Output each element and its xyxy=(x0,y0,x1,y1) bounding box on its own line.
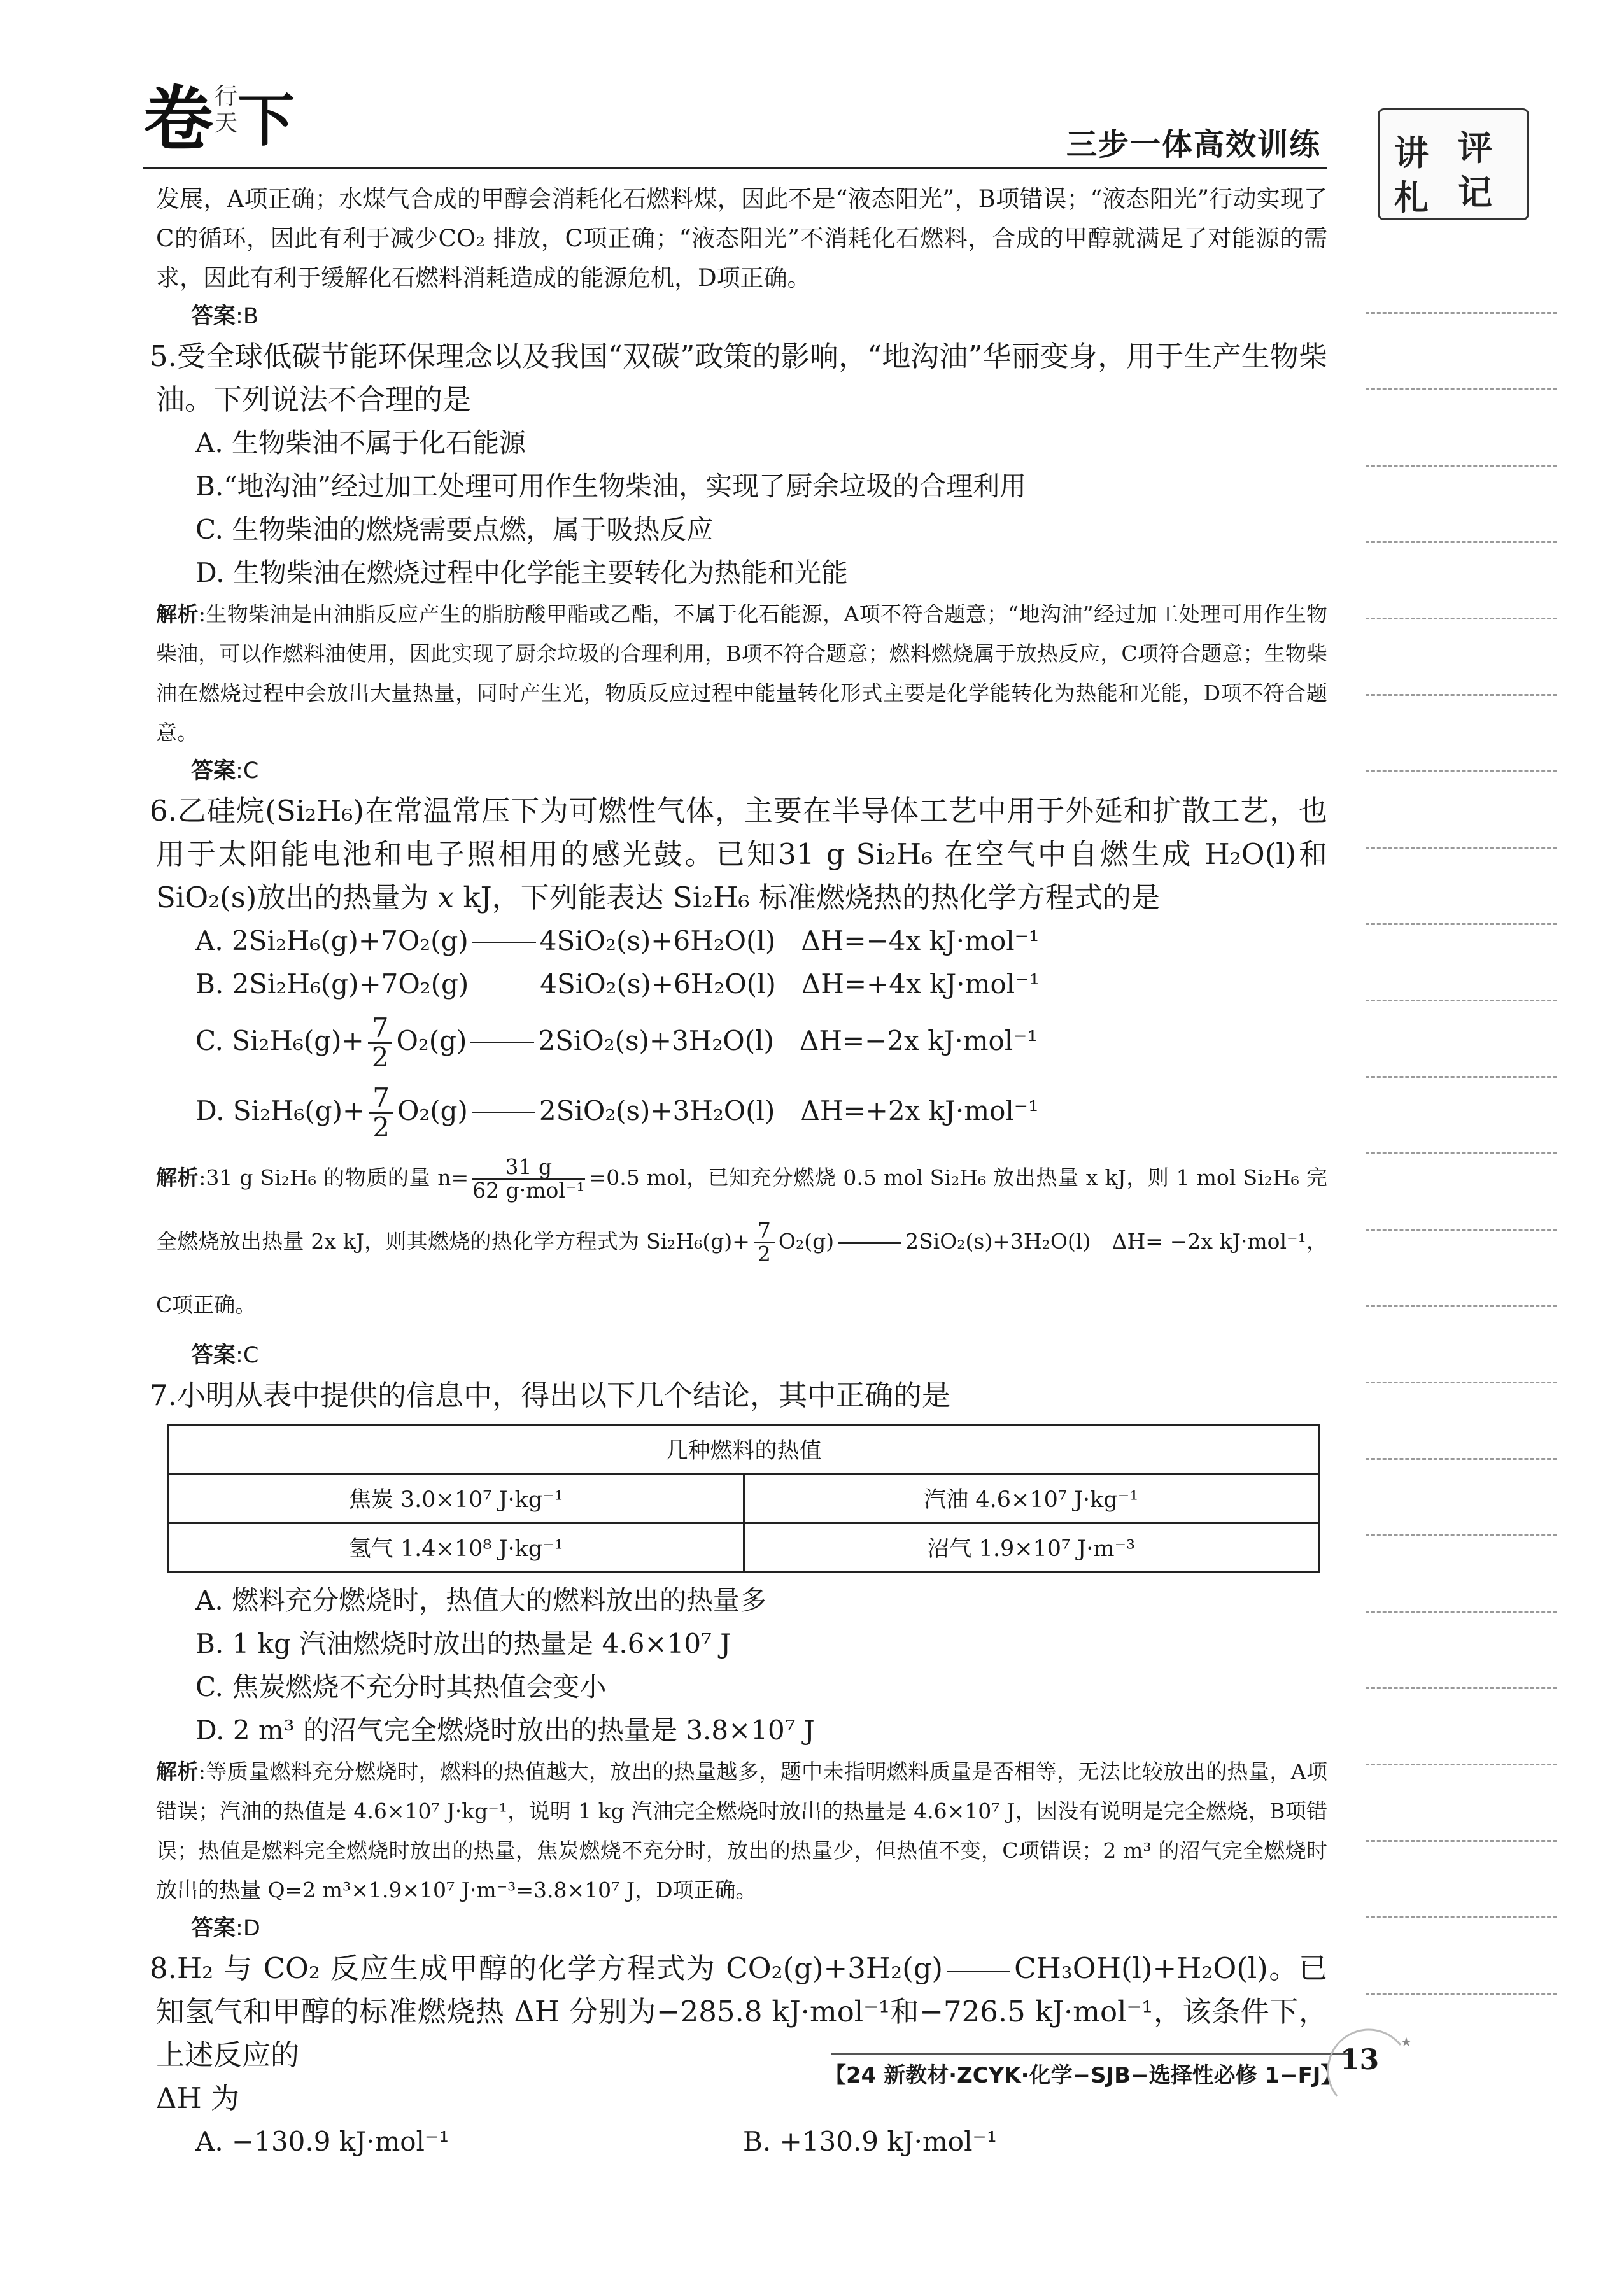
analysis-text-5: 2SiO₂(s)+3H₂O(l) ΔH= xyxy=(905,1229,1163,1254)
reactants: D. Si₂H₆(g)+ xyxy=(195,1095,365,1126)
question-text: 受全球低碳节能环保理念以及我国“双碳”政策的影响，“地沟油”华丽变身，用于生产生物柴油。下列说法不合理的是 xyxy=(156,339,1327,416)
question-7-stem xyxy=(150,1374,1327,1417)
table-cell: 汽油 4.6×10⁷ J·kg⁻¹ xyxy=(744,1474,1319,1523)
notes-char-1: 讲 xyxy=(1394,132,1429,173)
fraction-numerator: 7 xyxy=(754,1220,775,1243)
q8-option-b: B. +130.9 kJ·mol⁻¹ xyxy=(743,2126,998,2157)
notes-char-2: 评 xyxy=(1458,127,1492,168)
q6-option-d xyxy=(156,1076,1327,1146)
fraction-denominator: 2 xyxy=(372,1112,390,1143)
notes-line xyxy=(1366,1764,1557,1765)
q6-answer: 答案:C xyxy=(191,1343,259,1368)
notes-line xyxy=(1366,1305,1557,1307)
notes-badge xyxy=(1369,102,1534,229)
reactants: A. 2Si₂H₆(g)+7O₂(g) xyxy=(195,925,469,956)
reactants: B. 2Si₂H₆(g)+7O₂(g) xyxy=(195,968,469,1000)
enthalpy: ΔH=−2x kJ·mol⁻¹ xyxy=(799,1025,1038,1056)
reactants: C. Si₂H₆(g)+ xyxy=(195,1025,364,1056)
notes-line xyxy=(1366,465,1557,467)
answer-label: 答案 xyxy=(191,758,236,784)
q6-option-a xyxy=(156,919,1327,963)
notes-line xyxy=(1366,1229,1557,1231)
answer-value: C xyxy=(243,758,259,784)
question-text-c: ΔH 为 xyxy=(156,2081,240,2115)
notes-line xyxy=(1366,1076,1557,1078)
question-6-stem xyxy=(150,789,1327,919)
analysis-label: 解析 xyxy=(156,1759,199,1784)
products: 4SiO₂(s)+6H₂O(l) xyxy=(539,925,776,956)
equals-sign xyxy=(472,942,536,944)
fraction-denominator: 2 xyxy=(757,1242,771,1266)
fraction-numerator: 31 g xyxy=(472,1156,584,1180)
analysis-text-3: Si₂H₆ 完全燃烧放出热量 2x kJ，则其燃烧的热化学方程式为 Si₂H₆(g)+ xyxy=(156,1165,1327,1254)
q5-answer: 答案:C xyxy=(191,758,259,784)
notes-line xyxy=(1366,923,1557,925)
reactant-o2: O₂(g) xyxy=(397,1095,468,1126)
q5-analysis: 解析:生物柴油是由油脂反应产生的脂肪酸甲酯或乙酯，不属于化石能源，A项不符合题意；“地沟油”经过加工处理可用作生物柴油，可以作燃料油使用，因此实现了厨余垃圾的合理利用，B项不符合题意；燃料燃烧属于放热反应，C项符合题意；生物柴油在燃烧过程中会放出大量热量，同时产生光，物质反应过程中能量转化形式主要是化学能转化为热能和光能，D项不符合题意。 xyxy=(156,602,1327,745)
fraction xyxy=(369,1084,393,1142)
answer-value: B xyxy=(243,304,258,329)
analysis-text-2: =0.5 mol，已知充分燃烧 0.5 mol Si₂H₆ 放出热量 x kJ，则 1 mol xyxy=(588,1165,1236,1190)
page-number: 13 xyxy=(1340,2044,1380,2076)
question-number: 7. xyxy=(150,1378,177,1412)
fraction xyxy=(368,1014,393,1072)
q7-option-a: A. 燃料充分燃烧时，热值大的燃料放出的热量多 xyxy=(195,1585,767,1616)
table-cell: 焦炭 3.0×10⁷ J·kg⁻¹ xyxy=(169,1474,744,1523)
question-number: 5. xyxy=(150,339,177,373)
q7-option-b: B. 1 kg 汽油燃烧时放出的热量是 4.6×10⁷ J xyxy=(195,1628,731,1659)
q7-answer: 答案:D xyxy=(191,1916,260,1941)
enthalpy: ΔH=+2x kJ·mol⁻¹ xyxy=(800,1095,1039,1126)
footer-rule xyxy=(831,2053,1353,2055)
notes-line xyxy=(1366,1611,1557,1613)
answer-label: 答案 xyxy=(191,304,236,329)
answer-value: D xyxy=(243,1916,260,1941)
question-number: 6. xyxy=(150,794,177,828)
enthalpy: ΔH=−4x kJ·mol⁻¹ xyxy=(801,925,1040,956)
table-row xyxy=(169,1474,1319,1523)
equals-sign xyxy=(472,1112,535,1114)
q7-option-d: D. 2 m³ 的沼气完全燃烧时放出的热量是 3.8×10⁷ J xyxy=(195,1715,815,1746)
analysis-text-4: O₂(g) xyxy=(778,1229,835,1254)
products: 4SiO₂(s)+6H₂O(l) xyxy=(540,968,776,1000)
q5-option-a: A. 生物柴油不属于化石能源 xyxy=(195,427,526,458)
analysis-label: 解析 xyxy=(156,1165,199,1190)
q6-option-c xyxy=(156,1006,1327,1076)
products: 2SiO₂(s)+3H₂O(l) xyxy=(539,1095,775,1126)
products: 2SiO₂(s)+3H₂O(l) xyxy=(538,1025,774,1056)
question-text-b: CH₃OH(l)+H₂O(l)。已知氢气和甲醇的标准燃烧热 ΔH 分别为−285.8 kJ·mol⁻¹和−726.5 kJ·mol⁻¹，该条件下，上述反应的 xyxy=(156,1951,1327,2072)
prev-analysis-tail: 发展，A项正确；水煤气合成的甲醇会消耗化石燃料煤，因此不是“液态阳光”，B项错误；“液态阳光”行动实现了C的循环，因此有利于减少CO₂ 排放，C项正确；“液态阳光”不消耗化石燃料，合成的甲醇就满足了对能源的需求，因此有利于缓解化石燃料消耗造成的能源危机，D项正确。 xyxy=(156,185,1327,292)
question-text: 小明从表中提供的信息中，得出以下几个结论，其中正确的是 xyxy=(176,1378,950,1412)
notes-line xyxy=(1366,1000,1557,1001)
notes-line xyxy=(1366,1993,1557,1995)
answer-value: C xyxy=(243,1343,259,1368)
notes-line xyxy=(1366,1687,1557,1689)
notes-line xyxy=(1366,1382,1557,1383)
fuel-heat-table xyxy=(167,1424,1320,1573)
prev-answer: 答案:B xyxy=(191,304,258,329)
notes-line xyxy=(1366,1534,1557,1536)
notes-char-3: 札 xyxy=(1394,177,1429,218)
q7-option-c: C. 焦炭燃烧不充分时其热值会变小 xyxy=(195,1671,607,1702)
q8-option-a: A. −130.9 kJ·mol⁻¹ xyxy=(195,2126,449,2157)
question-text-b: kJ，下列能表达 Si₂H₆ 标准燃烧热的热化学方程式的是 xyxy=(463,881,1160,914)
q5-option-d: D. 生物柴油在燃烧过程中化学能主要转化为热能和光能 xyxy=(195,557,848,588)
question-text-a: H₂ 与 CO₂ 反应生成甲醇的化学方程式为 CO₂(g)+3H₂(g) xyxy=(176,1951,943,1985)
series-logo xyxy=(143,67,296,162)
q6-analysis: 解析:31 g Si₂H₆ 的物质的量 n= $\frac{31 g}{\text{62 g·mol⁻¹}}$ =0.5 mol，已知充分燃烧 0.5 mol Si₂H₆ 放出热量 x kJ，则 1 mol Si₂H₆ 完全燃烧放出热量 2x kJ，则其燃烧的热化学方程式为 Si₂H₆(g)+ $\frac{7}{2}$ O₂(g) 2SiO₂(s)+3H₂O(l) ΔH= −2x kJ·mol⁻¹，C项正确。 xyxy=(156,1154,1327,1317)
answer-label: 答案 xyxy=(191,1916,236,1941)
fraction xyxy=(472,1156,584,1201)
notes-line xyxy=(1366,847,1557,849)
table-row xyxy=(169,1523,1319,1572)
book-code: 【24 新教材·ZCYK·化学−SJB−选择性必修 1−FJ】 xyxy=(824,2063,1343,2088)
analysis-text: 等质量燃料充分燃烧时，燃料的热值越大，放出的热量越多，题中未指明燃料质量是否相等，无法比较放出的热量，A项错误；汽油的热值是 4.6×10⁷ J·kg⁻¹，说明 1 kg 汽油完全燃烧时放出的热量是 4.6×10⁷ J，因没有说明是完全燃烧，B项错误；热值是燃料完全燃烧时放出的热量，焦炭燃烧不充分时，放出的热量少，但热值不变，C项错误；2 m³ 的沼气完全燃烧时放出的热量 Q=2 m³×1.9×10⁷ J·m⁻³=3.8×10⁷ J，D项正确。 xyxy=(156,1759,1327,1902)
fraction-numerator: 7 xyxy=(369,1084,393,1114)
question-5-stem xyxy=(150,335,1327,421)
analysis-text-6: −2x kJ·mol⁻¹，C项正确。 xyxy=(156,1229,1327,1317)
equals-sign xyxy=(838,1242,901,1244)
notes-line xyxy=(1366,618,1557,619)
analysis-text: 生物柴油是由油脂反应产生的脂肪酸甲酯或乙酯，不属于化石能源，A项不符合题意；“地沟油”经过加工处理可用作生物柴油，可以作燃料油使用，因此实现了厨余垃圾的合理利用，B项不符合题意；燃料燃烧属于放热反应，C项符合题意；生物柴油在燃烧过程中会放出大量热量，同时产生光，物质反应过程中能量转化形式主要是化学能转化为热能和光能，D项不符合题意。 xyxy=(156,602,1327,745)
table-header-row xyxy=(169,1425,1319,1474)
fraction-denominator: 2 xyxy=(371,1042,389,1073)
fraction xyxy=(754,1220,775,1265)
table-cell: 沼气 1.9×10⁷ J·m⁻³ xyxy=(744,1523,1319,1572)
notes-line xyxy=(1366,1840,1557,1842)
q7-analysis: 解析:等质量燃料充分燃烧时，燃料的热值越大，放出的热量越多，题中未指明燃料质量是否相等，无法比较放出的热量，A项错误；汽油的热值是 4.6×10⁷ J·kg⁻¹，说明 1 kg 汽油完全燃烧时放出的热量是 4.6×10⁷ J，因没有说明是完全燃烧，B项错误；热值是燃料完全燃烧时放出的热量，焦炭燃烧不充分时，放出的热量少，但热值不变，C项错误；2 m³ 的沼气完全燃烧时放出的热量 Q=2 m³×1.9×10⁷ J·m⁻³=3.8×10⁷ J，D项正确。 xyxy=(156,1759,1327,1902)
q5-option-c: C. 生物柴油的燃烧需要点燃，属于吸热反应 xyxy=(195,514,714,545)
analysis-text-1: 31 g Si₂H₆ 的物质的量 n= xyxy=(206,1165,469,1190)
notes-line xyxy=(1366,770,1557,772)
analysis-label: 解析 xyxy=(156,602,199,626)
fraction-denominator: 62 g·mol⁻¹ xyxy=(472,1178,585,1203)
question-8-stem xyxy=(150,1947,1327,2120)
answer-label: 答案 xyxy=(191,1343,236,1368)
svg-text:★: ★ xyxy=(1401,2034,1412,2049)
svg-text:下: 下 xyxy=(237,87,295,154)
table-title: 几种燃料的热值 xyxy=(169,1425,1319,1474)
notes-char-4: 记 xyxy=(1458,172,1492,213)
svg-text:卷: 卷 xyxy=(143,78,213,160)
equals-sign xyxy=(472,986,536,987)
notes-line xyxy=(1366,1152,1557,1154)
q6-option-b xyxy=(156,963,1327,1006)
svg-text:行: 行 xyxy=(215,83,238,110)
equals-sign xyxy=(947,1970,1010,1972)
enthalpy: ΔH=+4x kJ·mol⁻¹ xyxy=(801,968,1040,1000)
svg-text:天: 天 xyxy=(215,110,238,136)
main-content xyxy=(150,180,1327,2163)
page-number-badge xyxy=(1324,2026,1420,2115)
table-cell: 氢气 1.4×10⁸ J·kg⁻¹ xyxy=(169,1523,744,1572)
reactant-o2: O₂(g) xyxy=(396,1025,467,1056)
fraction-numerator: 7 xyxy=(368,1014,393,1044)
variable-x: x xyxy=(437,881,455,914)
equals-sign xyxy=(470,1042,534,1044)
notes-line xyxy=(1366,312,1557,314)
header-rule xyxy=(143,167,1327,169)
question-text-a: 乙硅烷(Si₂H₆)在常温常压下为可燃性气体，主要在半导体工艺中用于外延和扩散工艺，也用于太阳能电池和电子照相用的感光鼓。已知31 g Si₂H₆ 在空气中自燃生成 H₂O(l)和SiO₂(s)放出的热量为 xyxy=(156,794,1327,914)
notes-line xyxy=(1366,388,1557,390)
notes-line xyxy=(1366,1916,1557,1918)
notes-line xyxy=(1366,541,1557,543)
question-number: 8. xyxy=(150,1951,177,1985)
q5-option-b: B.“地沟油”经过加工处理可用作生物柴油，实现了厨余垃圾的合理利用 xyxy=(195,470,1027,502)
q8-options-row xyxy=(156,2120,1327,2163)
notes-line xyxy=(1366,1458,1557,1460)
series-title: 三步一体高效训练 xyxy=(1066,127,1322,162)
notes-line xyxy=(1366,694,1557,696)
